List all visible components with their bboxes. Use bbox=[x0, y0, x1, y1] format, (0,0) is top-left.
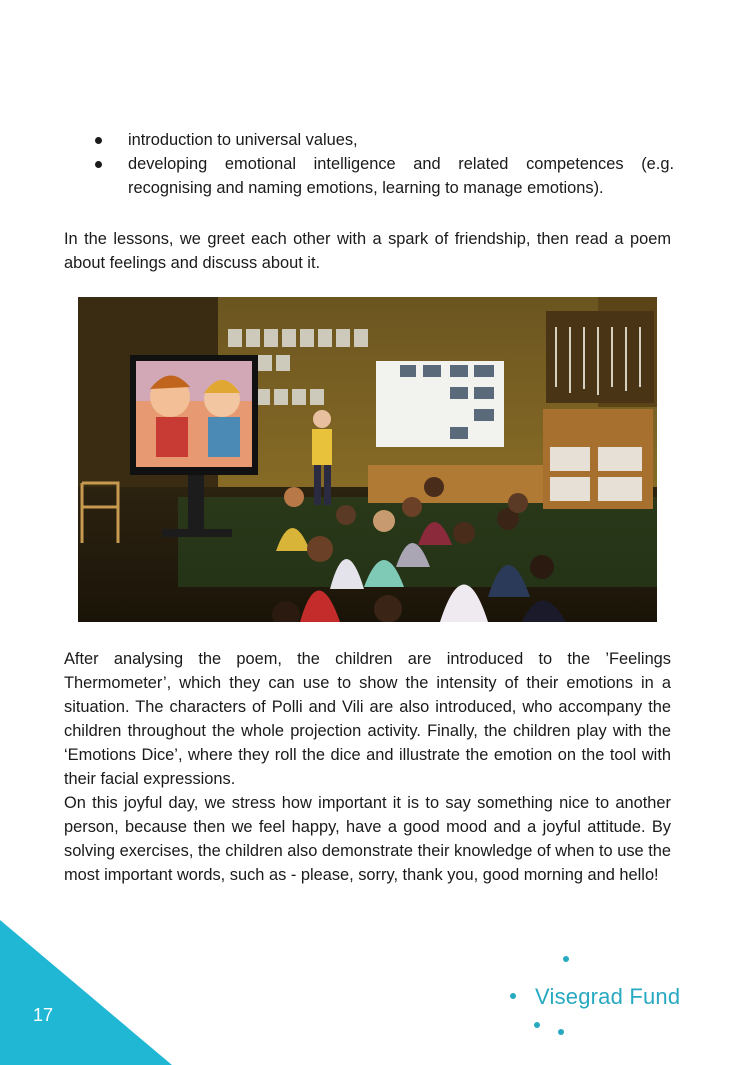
logo-dot bbox=[534, 1022, 540, 1028]
activity-paragraph: After analysing the poem, the children are introduced to the ’Feelings Thermometer’, which they can use to show the intensity of their emotions in a situation. The characters of Polli and Vili are also introduced, who accompany the children throughout the whole projection activity. Finally, the children play with the ‘Emotions Dice’, where they roll the dice and illustrate the emotion on the tool with their facial expressions. bbox=[64, 650, 671, 788]
logo-dot bbox=[510, 993, 516, 999]
bullet-text: developing emotional intelligence and related competences (e.g. recognising and naming emotions, learning to manage emotions). bbox=[128, 155, 674, 197]
visegrad-fund-logo bbox=[505, 945, 705, 1045]
bullet-item bbox=[64, 128, 674, 152]
bullet-dot bbox=[95, 161, 102, 168]
logo-dot bbox=[563, 956, 569, 962]
logo-text: Visegrad Fund bbox=[535, 984, 681, 1009]
bullet-list bbox=[64, 128, 674, 200]
intro-paragraph: In the lessons, we greet each other with a spark of friendship, then read a poem about feelings and discuss about it. bbox=[64, 230, 671, 272]
bullet-text: introduction to universal values, bbox=[128, 131, 358, 149]
bullet-dot bbox=[95, 137, 102, 144]
joyful-day-paragraph: On this joyful day, we stress how important it is to say something nice to another person, because then we feel happy, have a good mood and a joyful attitude. By solving exercises, the children also demonstrate their knowledge of when to use the most important words, such as - please, sorry, thank you, good morning and hello! bbox=[64, 794, 671, 884]
logo-dot bbox=[558, 1029, 564, 1035]
corner-accent bbox=[0, 920, 172, 1065]
classroom-photo bbox=[78, 297, 657, 622]
page-number: 17 bbox=[33, 1005, 54, 1025]
bullet-item bbox=[64, 152, 674, 200]
